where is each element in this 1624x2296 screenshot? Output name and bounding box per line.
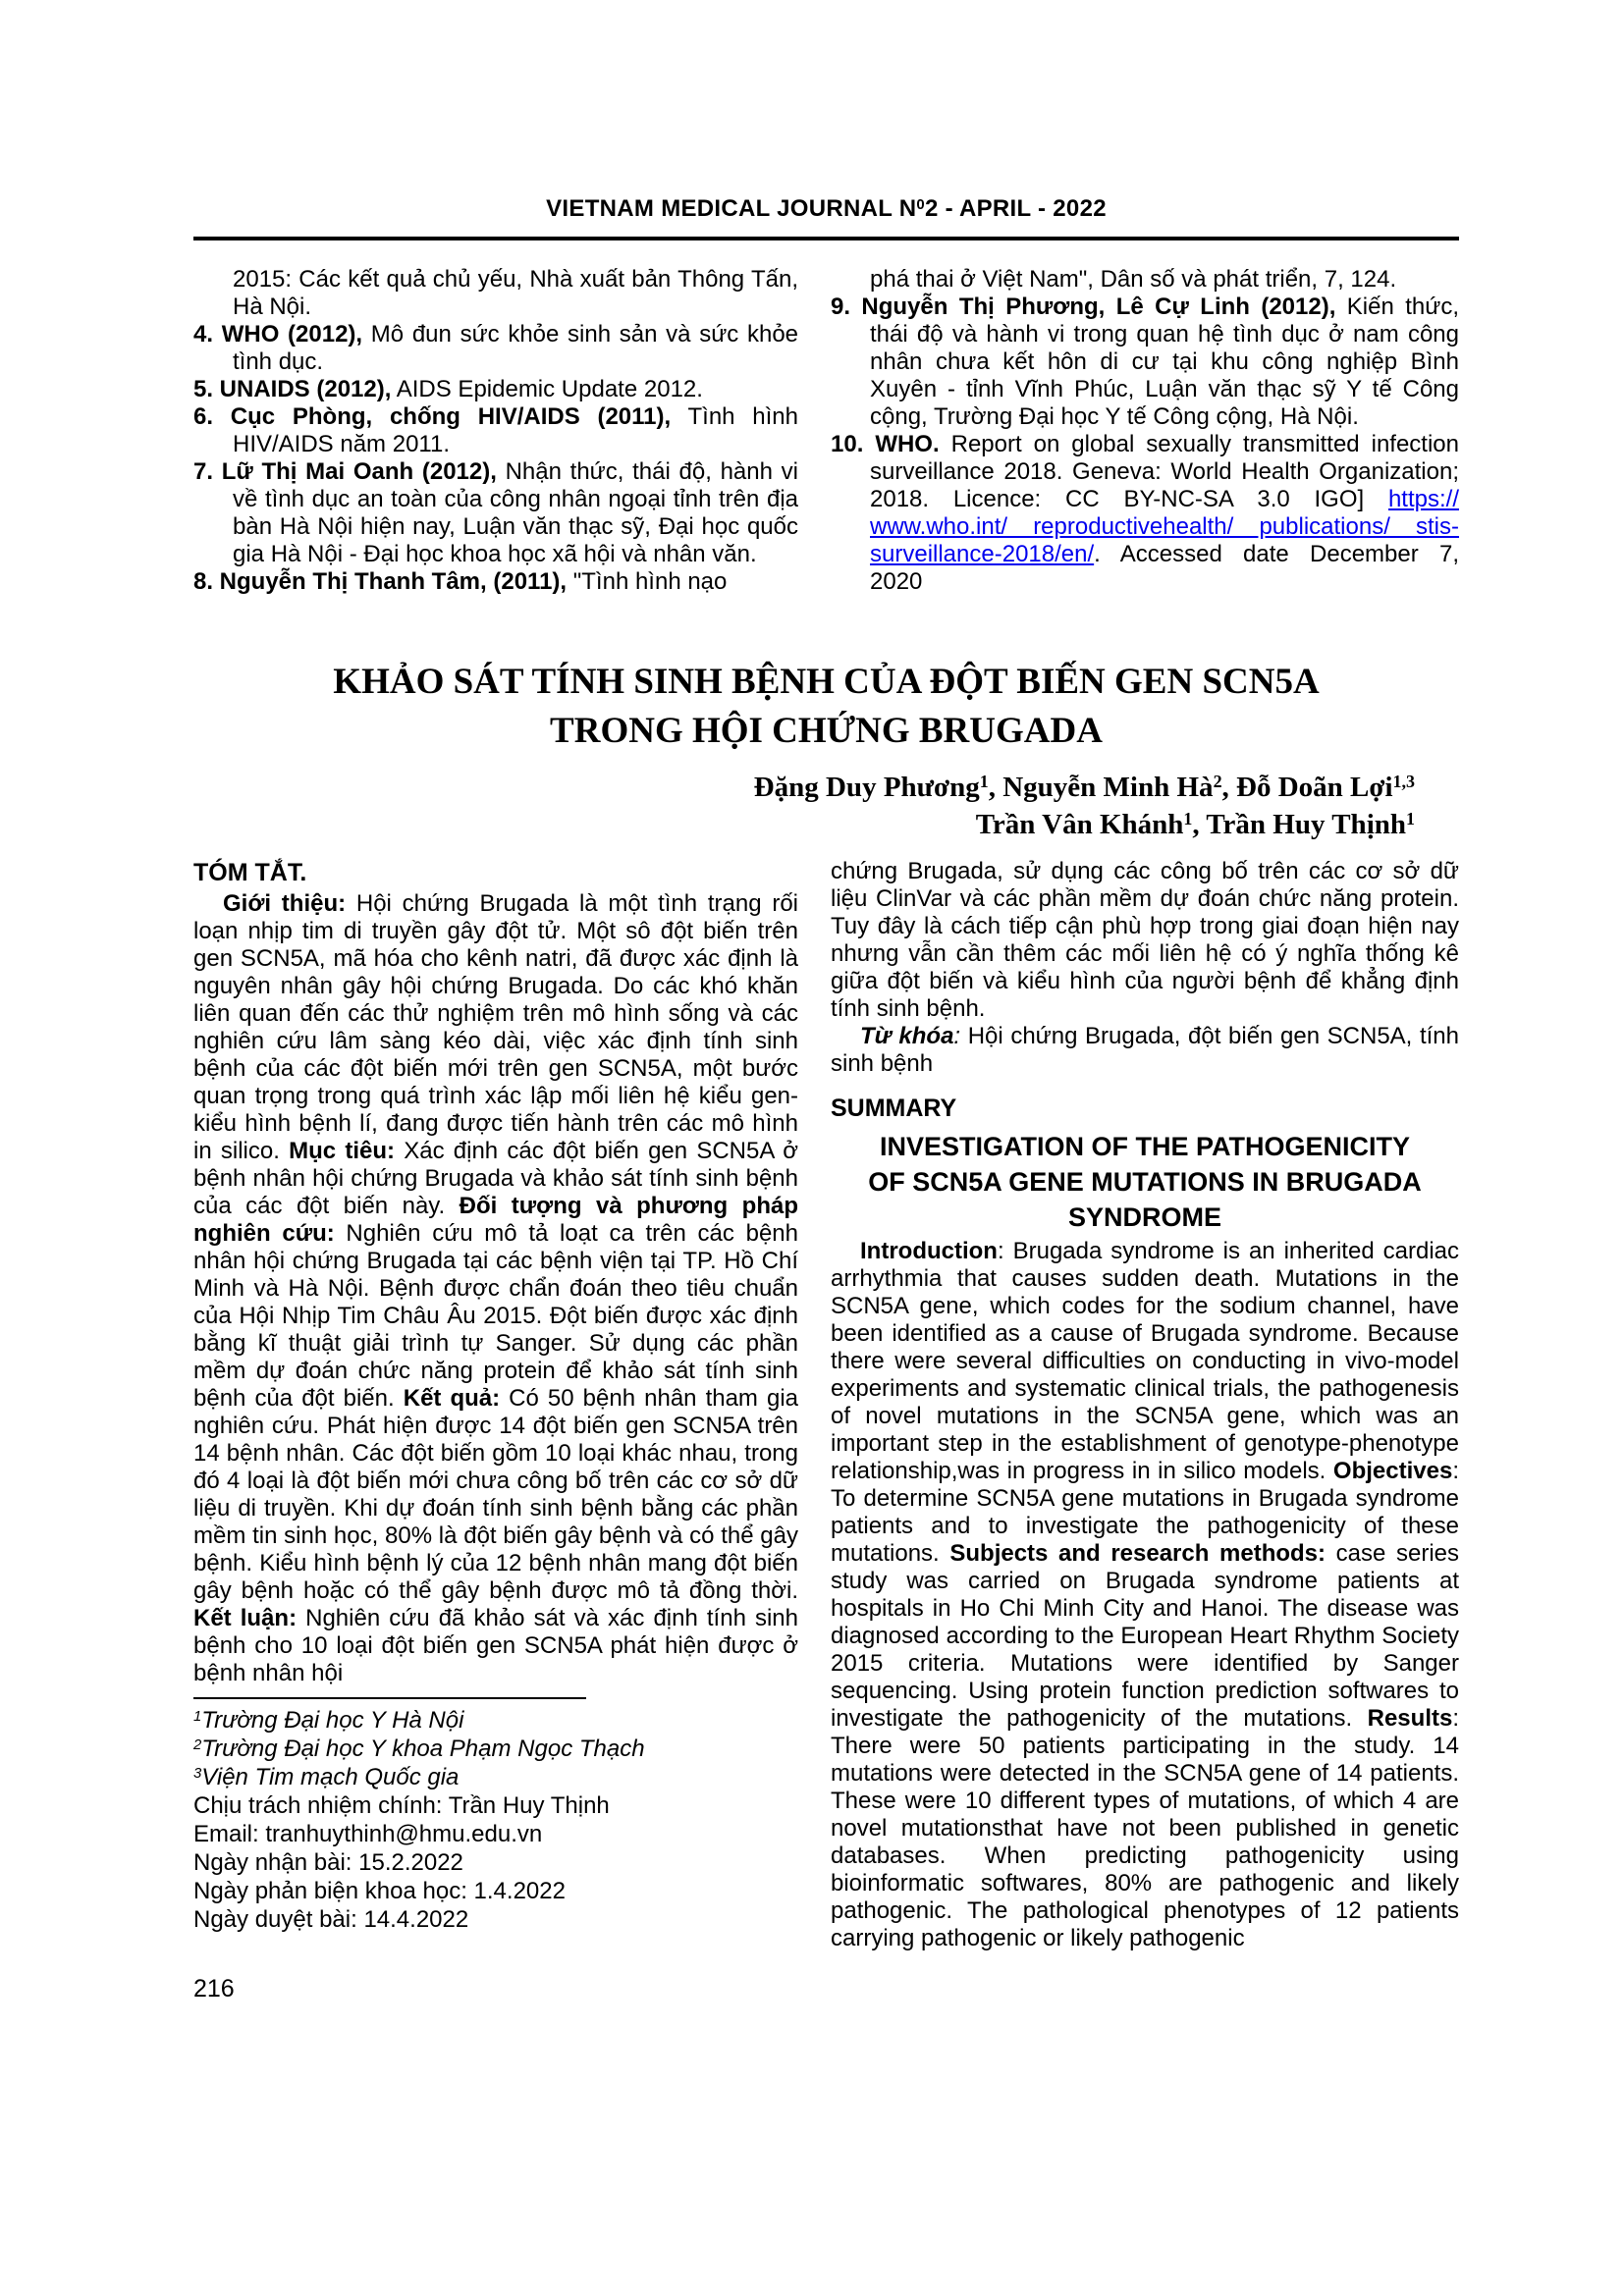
summary-body	[831, 1238, 1459, 1952]
body-column-right	[831, 858, 1459, 1952]
footnote-line-email	[193, 1820, 798, 1848]
text-run: chứng Brugada, sử dụng các công bố trên các cơ sở dữ liệu ClinVar và các phần mềm dự đoán chức năng protein. Tuy đây là cách tiếp cận phù hợp trong giai đoạn hiện nay nhưng vẫn cần thêm các mối liên hệ có ý nghĩa thống kê giữa đột biến và kiểu hình của người bệnh để khẳng định tính sinh bệnh.	[831, 858, 1459, 1022]
references-column-left	[193, 266, 798, 596]
reference-item-10	[831, 431, 1459, 596]
reference-continuation	[831, 266, 1459, 294]
text-run: Có 50 bệnh nhân tham gia nghiên cứu. Phát hiện được 14 đột biến gen SCN5A trên 14 bệnh nhân. Các đột biến gồm 10 loại khác nhau, trong đó 4 loại là đột biến mới chưa công bố trên các cơ sở dữ liệu di truyền. Khi dự đoán tính sinh bệnh bằng các phần mềm tin sinh học, 80% là đột biến gây bệnh và có thể gây bệnh. Kiểu hình bệnh lý của 12 bệnh nhân mang đột biến gây bệnh hoặc có thể gây bệnh được mô tả đồng thời.	[193, 1385, 799, 1604]
footnote-line-received-date	[193, 1848, 798, 1877]
text-run: Ngày duyệt bài: 14.4.2022	[193, 1906, 469, 1933]
text-run: 4. WHO (2012),	[193, 321, 363, 347]
text-run: 1	[1183, 809, 1193, 829]
reference-item-6	[193, 403, 798, 458]
text-run: 2	[193, 1737, 202, 1754]
text-run: Trường Đại học Y khoa Phạm Ngọc Thạch	[201, 1735, 645, 1762]
text-run: Chịu trách nhiệm chính: Trần Huy Thịnh	[193, 1792, 610, 1819]
text-run: Nghiên cứu đã khảo sát và xác định tính sinh bệnh cho 10 loại đột biến gen SCN5A phát hiện được ở bệnh nhân hội	[193, 1605, 798, 1686]
article-authors	[193, 769, 1459, 843]
page-number: 216	[193, 1975, 235, 2002]
summary-title-line: SYNDROME	[1067, 1202, 1221, 1232]
text-run: Giới thiệu:	[223, 890, 347, 917]
abstract-continuation-vi	[831, 858, 1459, 1023]
text-run: : To determine SCN5A gene mutations in Brugada syndrome patients and to investigate the pathogenicity of these mutations.	[831, 1458, 1459, 1567]
reference-item-7	[193, 458, 798, 568]
text-run: Ngày phản biện khoa học: 1.4.2022	[193, 1878, 566, 1904]
references-section	[193, 266, 1459, 596]
text-run: Trần Vân Khánh	[975, 809, 1184, 840]
text-run: Hội chứng Brugada là một tình trạng rối loạn nhịp tim di truyền gây đột tử. Một sô đột biến trên gen SCN5A, mã hóa cho kênh natri, đã được xác định là nguyên nhân gây hội chứng Brugada. Do các khó khăn liên quan đến các thử nghiệm trên mô hình sống và các nghiên cứu lâm sàng kéo dài, việc xác định tính sinh bệnh của các đột biến mới trên gen SCN5A, một bước quan trọng trong quá trình xác lập mối liên hệ kiểu gen-kiểu hình bệnh lí, đang được tiến hành trên các mô hình in silico.	[193, 890, 799, 1164]
article-title-line: KHẢO SÁT TÍNH SINH BỆNH CỦA ĐỘT BIẾN GEN SCN5A	[333, 662, 1320, 702]
text-run: Results	[1367, 1705, 1453, 1732]
reference-item-9	[831, 294, 1459, 431]
text-run: : There were 50 patients participating in the study. 14 mutations were detected in the SCN5A gene of 14 patients. These were 10 different types of mutations, of which 4 are novel mutationsthat have not been published in genetic databases. When predicting pathogenicity using bioinformatic softwares, 80% are pathogenic and likely pathogenic. The pathological phenotypes of 12 patients carrying pathogenic or likely pathogenic	[831, 1705, 1459, 1951]
reference-item-4	[193, 321, 798, 376]
text-run: 8. Nguyễn Thị Thanh Tâm, (2011),	[193, 568, 568, 595]
text-run: 1	[1406, 809, 1415, 829]
text-run: Nhận thức, thái độ, hành vi về tình dục an toàn của công nhân ngoại tỉnh trên địa bàn Hà Nội hiện nay, Luận văn thạc sỹ, Đại học quốc gia Hà Nội - Đại học khoa học xã hội và nhân văn.	[233, 458, 798, 567]
footnote-line-affiliation-2	[193, 1735, 798, 1763]
text-run: 7. Lữ Thị Mai Oanh (2012),	[193, 458, 497, 485]
text-run: Email: tranhuythinh@hmu.edu.vn	[193, 1821, 543, 1847]
text-run: 2015: Các kết quả chủ yếu, Nhà xuất bản Thông Tấn, Hà Nội.	[233, 266, 798, 320]
text-run: Viện Tim mạch Quốc gia	[201, 1764, 460, 1790]
reference-item-5	[193, 376, 798, 403]
body-column-left	[193, 858, 798, 1952]
keywords-line	[831, 1023, 1459, 1078]
footnote-separator	[193, 1697, 586, 1699]
article-body	[193, 858, 1459, 1952]
who-report-link[interactable]: https:// www.who.int/ reproductivehealth/ publications/ stis-surveillance-2018/en/	[870, 486, 1459, 567]
text-run: 9. Nguyễn Thị Phương, Lê Cự Linh (2012),	[831, 294, 1336, 320]
reference-item-8	[193, 568, 798, 596]
footnote-line-affiliation-3	[193, 1763, 798, 1791]
text-run: 2 - APRIL - 2022	[925, 195, 1107, 222]
reference-continuation	[193, 266, 798, 321]
text-run: Kết luận:	[193, 1605, 298, 1631]
text-run: Nghiên cứu mô tả loạt ca trên các bệnh nhân hội chứng Brugada tại các bệnh viện tại TP. Hồ Chí Minh và Hà Nội. Bệnh được chẩn đoán theo tiêu chuẩn của Hội Nhịp Tim Châu Âu 2015. Đột biến được xác định bằng kĩ thuật giải trình tự Sanger. Sử dụng các phần mềm dự đoán chức năng protein để khảo sát tính sinh bệnh của đột biến.	[193, 1220, 798, 1412]
text-run: 2	[1213, 772, 1222, 792]
article-title-line: TRONG HỘI CHỨNG BRUGADA	[550, 711, 1103, 751]
text-run: , Đỗ Doãn Lợi	[1221, 772, 1393, 803]
text-run: Objectives	[1332, 1458, 1453, 1484]
text-run: Kết quả:	[403, 1385, 501, 1412]
text-run: 6. Cục Phòng, chống HIV/AIDS (2011),	[193, 403, 672, 430]
text-run: Hội chứng Brugada, đột biến gen SCN5A, tính sinh bệnh	[831, 1023, 1459, 1077]
text-run: Tình hình HIV/AIDS năm 2011.	[233, 403, 799, 457]
text-run: 0	[916, 196, 925, 213]
text-run: Xác định các đột biến gen SCN5A ở bệnh nhân hội chứng Brugada và khảo sát tính sinh bệnh của các đột biến này.	[193, 1138, 798, 1219]
text-run: Ngày nhận bài: 15.2.2022	[193, 1849, 463, 1876]
footnotes	[193, 1706, 798, 1934]
footnote-line-responsible	[193, 1791, 798, 1820]
references-column-right	[831, 266, 1459, 596]
text-run: , Trần Huy Thịnh	[1192, 809, 1407, 840]
text-run: case series study was carried on Brugada syndrome patients at hospitals in Ho Chi Minh City and Hanoi. The disease was diagnosed according to the European Heart Rhythm Society 2015 criteria. Mutations were identified by Sanger sequencing. Using protein function prediction softwares to investigate the pathogenicity of the mutations.	[831, 1540, 1460, 1732]
text-run: 5. UNAIDS (2012),	[193, 376, 392, 402]
text-run: Kiến thức, thái độ và hành vi trong quan hệ tình dục ở nam công nhân chưa kết hôn di cư tại khu công nghiệp Bình Xuyên - tỉnh Vĩnh Phúc, Luận văn thạc sỹ Y tế Công cộng, Trường Đại học Y tế Công cộng, Hà Nội.	[870, 294, 1459, 430]
text-run: Đối tượng và phương pháp nghiên cứu:	[193, 1193, 799, 1247]
text-run: . Accessed date December 7, 2020	[870, 541, 1459, 595]
summary-heading: SUMMARY	[831, 1095, 957, 1122]
text-run: Từ khóa	[860, 1023, 954, 1049]
text-run: Mô đun sức khỏe sinh sản và sức khỏe tình dục.	[233, 321, 799, 375]
article-title	[193, 658, 1459, 756]
text-run: 10. WHO.	[831, 431, 940, 457]
summary-title-line: OF SCN5A GENE MUTATIONS IN BRUGADA	[868, 1167, 1422, 1197]
text-run: , Nguyễn Minh Hà	[988, 772, 1214, 803]
text-run: AIDS Epidemic Update 2012.	[391, 376, 703, 402]
text-run: Introduction	[860, 1238, 998, 1264]
footnote-line-affiliation-1	[193, 1706, 798, 1735]
text-run: Trường Đại học Y Hà Nội	[201, 1707, 464, 1734]
text-run: 1,3	[1392, 772, 1415, 792]
text-run: Subjects and research methods:	[949, 1540, 1326, 1567]
text-run: :	[953, 1023, 968, 1049]
text-run: Report on global sexually transmitted infection surveillance 2018. Geneva: World Health Organization; 2018. Licence: CC BY-NC-SA 3.0 IGO]	[870, 431, 1459, 512]
journal-header	[193, 195, 1459, 223]
abstract-paragraph-vi	[193, 890, 798, 1687]
footnote-line-accepted-date	[193, 1905, 798, 1934]
text-run: 1	[979, 772, 989, 792]
text-run: 3	[193, 1766, 202, 1783]
footnote-line-review-date	[193, 1877, 798, 1905]
text-run: Đặng Duy Phương	[753, 772, 980, 803]
author-line	[193, 769, 1459, 806]
summary-title-line: INVESTIGATION OF THE PATHOGENICITY	[879, 1132, 1410, 1161]
header-rule	[193, 237, 1459, 240]
abstract-heading-vi: TÓM TẮT.	[193, 859, 307, 886]
author-line	[193, 806, 1459, 843]
text-run: : Brugada syndrome is an inherited cardiac arrhythmia that causes sudden death. Mutations in the SCN5A gene, which codes for the sodium channel, have been identified as a cause of Brugada syndrome. Because there were several difficulties on conducting in vivo-model experiments and systematic clinical trials, the pathogenesis of novel mutations in the SCN5A gene, which was an important step in the establishment of genotype-phenotype relationship,was in progress in in silico models.	[831, 1238, 1459, 1484]
summary-title	[831, 1129, 1459, 1235]
text-run: phá thai ở Việt Nam", Dân số và phát triển, 7, 124.	[870, 266, 1397, 293]
text-run: 1	[193, 1709, 202, 1726]
text-run: Mục tiêu:	[289, 1138, 395, 1164]
text-run: VIETNAM MEDICAL JOURNAL N	[546, 195, 917, 222]
text-run: "Tình hình nạo	[567, 568, 728, 595]
